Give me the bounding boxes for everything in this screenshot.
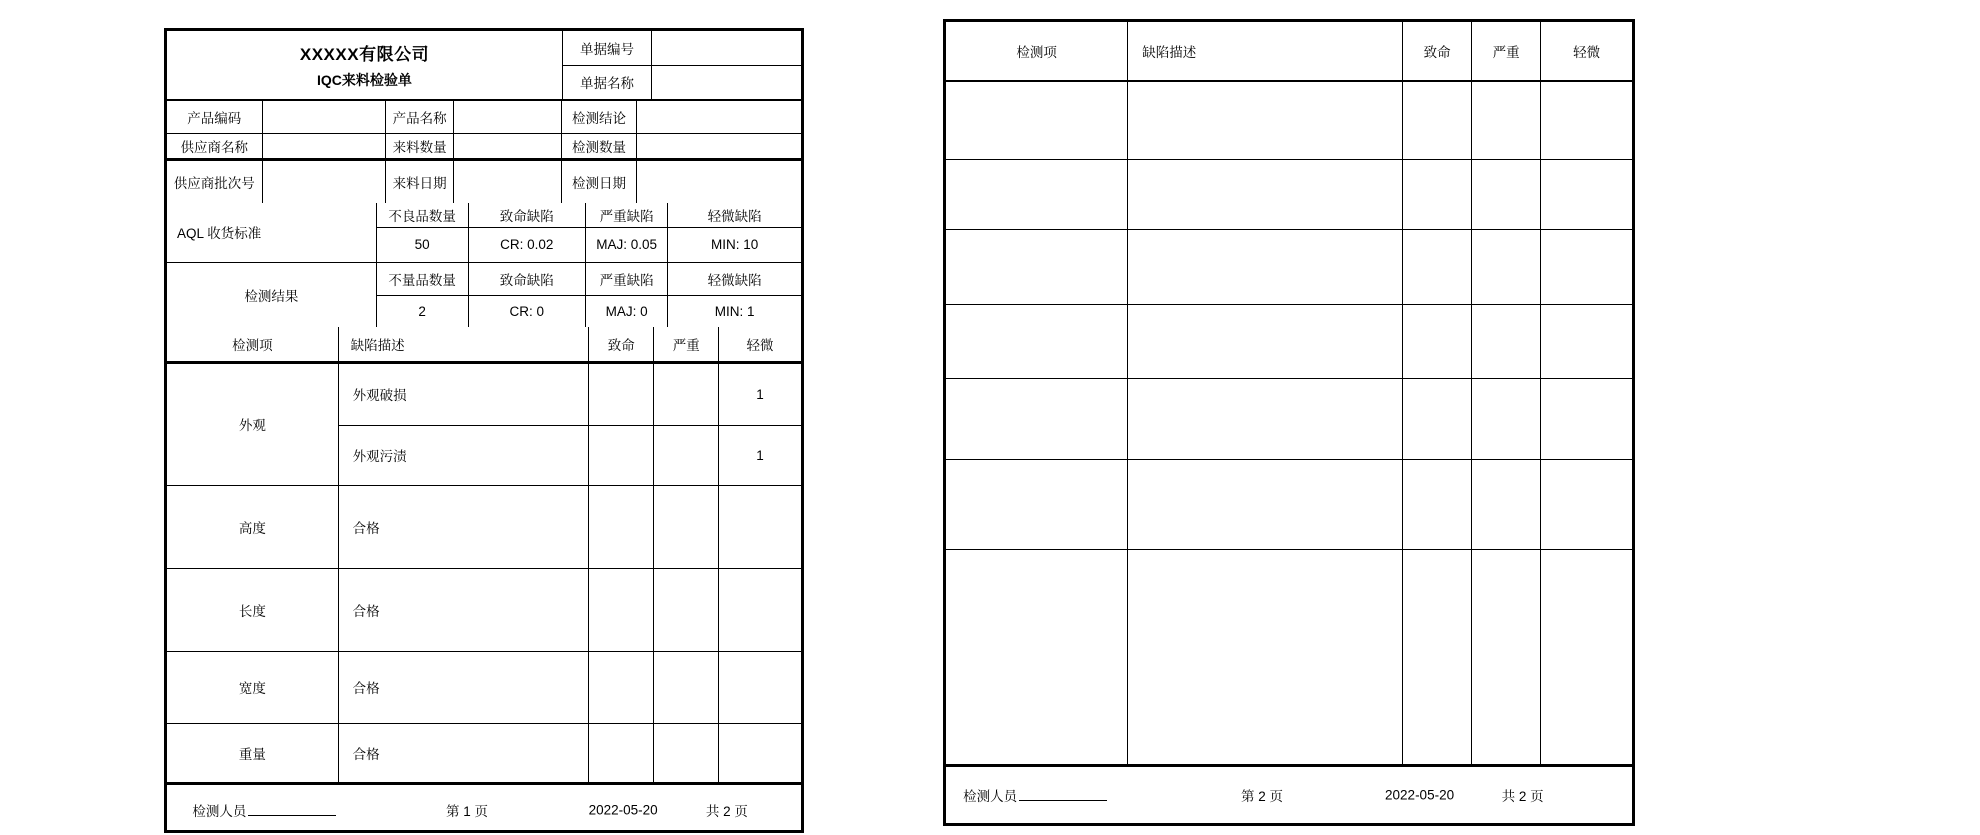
- minor-cell: [1541, 229, 1632, 304]
- major-defect-header: 严重缺陷: [585, 203, 667, 227]
- item-cell: [946, 304, 1128, 378]
- defective-qty-header: 不良品数量: [376, 203, 468, 227]
- table-row: [946, 304, 1632, 378]
- item-cell: 重量: [167, 723, 338, 782]
- incoming-date-value: [454, 159, 562, 203]
- critical-cell: [589, 485, 654, 568]
- critical-defect-header: 致命缺陷: [468, 262, 585, 295]
- inspect-date-value: [636, 159, 801, 203]
- minor-defect-header: 轻微缺陷: [668, 203, 801, 227]
- major-cell: [1471, 229, 1540, 304]
- inspector-signature: [963, 785, 1107, 805]
- critical-cell: [589, 362, 654, 425]
- critical-column-header: 致命: [1403, 22, 1472, 81]
- critical-cell: [589, 425, 654, 485]
- table-row: [167, 101, 801, 133]
- major-defect-value: MAJ: 0: [585, 295, 667, 327]
- supplier-name-label: 供应商名称: [167, 133, 262, 159]
- table-row: [167, 568, 801, 651]
- defect-desc-cell: [1128, 159, 1403, 229]
- title-left: [167, 31, 562, 99]
- defective-qty-value: 2: [376, 295, 468, 327]
- defective-qty-value: 50: [376, 227, 468, 262]
- page-footer: [946, 764, 1632, 823]
- product-name-label: 产品名称: [386, 101, 454, 133]
- table-row: [946, 378, 1632, 459]
- critical-cell: [1403, 304, 1472, 378]
- major-cell: [1471, 81, 1540, 159]
- item-cell: 宽度: [167, 651, 338, 723]
- minor-column-header: 轻微: [719, 327, 801, 362]
- item-cell: [946, 378, 1128, 459]
- footer-date: 2022-05-20: [588, 802, 658, 818]
- defect-desc-cell: [1128, 378, 1403, 459]
- critical-cell: [1403, 378, 1472, 459]
- critical-defect-header: 致命缺陷: [468, 203, 585, 227]
- major-cell: [654, 723, 719, 782]
- defective-qty-header: 不量品数量: [376, 262, 468, 295]
- item-cell: 外观: [167, 362, 338, 485]
- table-row: [167, 651, 801, 723]
- doc-meta-block: [562, 31, 801, 99]
- major-cell: [654, 651, 719, 723]
- inspect-date-label: 检测日期: [562, 159, 636, 203]
- inspector-label: 检测人员: [963, 789, 1018, 804]
- defect-desc-cell: [1128, 304, 1403, 378]
- table-row: [167, 133, 801, 159]
- item-cell: 长度: [167, 568, 338, 651]
- incoming-date-label: 来料日期: [386, 159, 454, 203]
- product-code-label: 产品编码: [167, 101, 262, 133]
- inspect-qty-label: 检测数量: [562, 133, 636, 159]
- minor-defect-value: MIN: 10: [668, 227, 801, 262]
- product-name-value: [454, 101, 562, 133]
- inspect-conclusion-value: [636, 101, 801, 133]
- aql-standard-label: AQL 收货标准: [167, 203, 376, 262]
- minor-column-header: 轻微: [1541, 22, 1632, 81]
- critical-cell: [589, 723, 654, 782]
- defect-desc-cell: [1128, 459, 1403, 549]
- minor-cell: 1: [719, 425, 801, 485]
- critical-cell: [1403, 229, 1472, 304]
- total-pages: 共 2 页: [1501, 789, 1544, 804]
- page-footer: [167, 782, 801, 835]
- minor-cell: [1541, 378, 1632, 459]
- minor-cell: [1541, 549, 1632, 764]
- inspection-form-page-1: [164, 28, 804, 833]
- doc-name-label: 单据名称: [563, 66, 652, 100]
- table-row: [167, 203, 801, 227]
- defect-desc-cell: 合格: [338, 485, 588, 568]
- critical-cell: [1403, 549, 1472, 764]
- footer-date: 2022-05-20: [1385, 787, 1455, 803]
- supplier-batch-label: 供应商批次号: [167, 159, 262, 203]
- table-row: [167, 485, 801, 568]
- defect-desc-cell: [1128, 229, 1403, 304]
- defect-desc-cell: 合格: [338, 651, 588, 723]
- defect-desc-cell: 合格: [338, 568, 588, 651]
- table-row: [946, 229, 1632, 304]
- critical-cell: [589, 568, 654, 651]
- major-defect-value: MAJ: 0.05: [585, 227, 667, 262]
- defect-desc-cell: 外观破损: [338, 362, 588, 425]
- major-cell: [1471, 304, 1540, 378]
- minor-defect-header: 轻微缺陷: [668, 262, 801, 295]
- info-table: [167, 101, 801, 203]
- major-cell: [654, 568, 719, 651]
- critical-cell: [589, 651, 654, 723]
- critical-defect-value: CR: 0.02: [468, 227, 585, 262]
- minor-cell: [719, 568, 801, 651]
- critical-cell: [1403, 159, 1472, 229]
- defect-desc-cell: [1128, 81, 1403, 159]
- detail-header-row: [167, 327, 801, 362]
- table-row: [946, 459, 1632, 549]
- minor-cell: [719, 723, 801, 782]
- aql-summary-table: [167, 203, 801, 327]
- inspector-label: 检测人员: [192, 804, 247, 819]
- critical-column-header: 致命: [589, 327, 654, 362]
- incoming-qty-label: 来料数量: [386, 133, 454, 159]
- product-code-value: [262, 101, 386, 133]
- critical-cell: [1403, 81, 1472, 159]
- form-title: IQC来料检验单: [317, 72, 412, 88]
- minor-cell: [1541, 304, 1632, 378]
- minor-defect-value: MIN: 1: [668, 295, 801, 327]
- title-block: [167, 31, 801, 101]
- defect-desc-cell: 外观污渍: [338, 425, 588, 485]
- item-cell: [946, 159, 1128, 229]
- item-column-header: 检测项: [946, 22, 1128, 81]
- minor-cell: 1: [719, 362, 801, 425]
- inspect-result-label: 检测结果: [167, 262, 376, 327]
- doc-name-value: [652, 66, 801, 100]
- company-name: XXXXX有限公司: [299, 45, 430, 64]
- inspection-form-page-2: [943, 19, 1635, 826]
- major-cell: [1471, 549, 1540, 764]
- detail-table: [946, 22, 1632, 764]
- supplier-name-value: [262, 133, 386, 159]
- defect-desc-column-header: 缺陷描述: [1128, 22, 1403, 81]
- item-column-header: 检测项: [167, 327, 338, 362]
- item-cell: [946, 81, 1128, 159]
- table-row: [167, 159, 801, 203]
- supplier-batch-value: [262, 159, 386, 203]
- item-cell: [946, 229, 1128, 304]
- major-cell: [654, 485, 719, 568]
- defect-desc-column-header: 缺陷描述: [338, 327, 588, 362]
- table-row: [167, 262, 801, 295]
- major-cell: [1471, 459, 1540, 549]
- table-row: [946, 81, 1632, 159]
- item-cell: [946, 459, 1128, 549]
- table-row: [946, 159, 1632, 229]
- defect-desc-cell: 合格: [338, 723, 588, 782]
- defect-desc-cell: [1128, 549, 1403, 764]
- doc-no-label: 单据编号: [563, 31, 652, 65]
- table-row: [167, 723, 801, 782]
- minor-cell: [719, 651, 801, 723]
- major-cell: [1471, 159, 1540, 229]
- item-cell: [946, 549, 1128, 764]
- inspector-signature: [192, 800, 336, 820]
- signature-line: [1019, 788, 1107, 801]
- minor-cell: [1541, 81, 1632, 159]
- major-column-header: 严重: [654, 327, 719, 362]
- doc-no-value: [652, 31, 801, 65]
- minor-cell: [1541, 459, 1632, 549]
- minor-cell: [719, 485, 801, 568]
- item-cell: 高度: [167, 485, 338, 568]
- detail-table: [167, 327, 801, 782]
- inspect-conclusion-label: 检测结论: [562, 101, 636, 133]
- major-defect-header: 严重缺陷: [585, 262, 667, 295]
- page-number: 第 1 页: [445, 804, 488, 819]
- table-row: [167, 362, 801, 425]
- signature-line: [248, 803, 336, 816]
- doc-no-row: [563, 31, 801, 66]
- detail-header-row: [946, 22, 1632, 81]
- critical-cell: [1403, 459, 1472, 549]
- table-row: [946, 549, 1632, 764]
- critical-defect-value: CR: 0: [468, 295, 585, 327]
- major-cell: [1471, 378, 1540, 459]
- major-column-header: 严重: [1471, 22, 1540, 81]
- total-pages: 共 2 页: [705, 804, 748, 819]
- major-cell: [654, 362, 719, 425]
- doc-name-row: [563, 66, 801, 100]
- page-number: 第 2 页: [1240, 789, 1283, 804]
- inspect-qty-value: [636, 133, 801, 159]
- major-cell: [654, 425, 719, 485]
- minor-cell: [1541, 159, 1632, 229]
- incoming-qty-value: [454, 133, 562, 159]
